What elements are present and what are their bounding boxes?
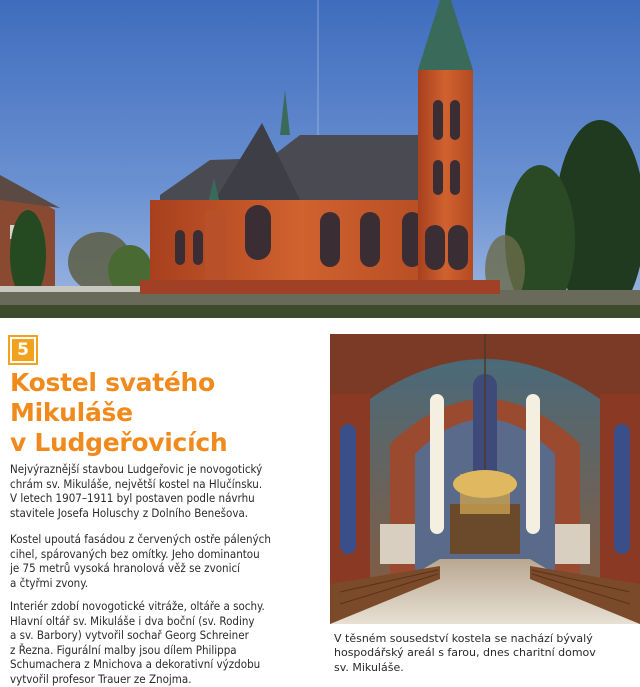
paragraph-line: z Řezna. Figurální malby jsou dílem Philippa	[10, 642, 237, 657]
paragraph-line: stavitele Josefa Holuschy z Dolního Benešova.	[10, 505, 249, 520]
church-interior-photo	[330, 334, 640, 624]
title-line: Kostel svatého	[10, 368, 215, 397]
paragraph-line: Nejvýraznější stavbou Ludgeřovic je novogotický	[10, 462, 263, 476]
paragraph-line: je 75 metrů vysoká hranolová věž se zvonicí	[10, 561, 241, 576]
caption-line: V těsném sousedství kostela se nachází bývalý	[334, 632, 593, 645]
paragraph-line: a sv. Barbory) vytvořil sochař Georg Schreiner	[10, 628, 249, 643]
paragraph-line: Schumachera z Mnichova a dekorativní výzdobu	[10, 657, 261, 672]
paragraph-line: Kostel upoutá fasádou z červených ostře pálených	[10, 532, 271, 546]
paragraph-line: cihel, spárovaných bez omítky. Jeho dominantou	[10, 546, 260, 561]
church-exterior-photo	[0, 0, 640, 318]
paragraph-line: chrám sv. Mikuláše, největší kostel na Hlučínsku.	[10, 476, 263, 491]
caption-line: sv. Mikuláše.	[334, 660, 404, 674]
paragraph-line: Interiér zdobí novogotické vitráže, oltáře a sochy.	[10, 599, 265, 613]
paragraph-line: vytvořil profesor Trauer ze Znojma.	[10, 671, 192, 686]
paragraph-facade	[10, 532, 320, 590]
title-line: Mikuláše	[10, 398, 133, 427]
section-number-badge: 5	[10, 337, 36, 363]
paragraph-line: a čtyřmi zvony.	[10, 575, 88, 590]
caption-line: hospodářský areál s farou, dnes charitní domov	[334, 646, 596, 660]
paragraph-line: V letech 1907–1911 byl postaven podle návrhu	[10, 491, 255, 506]
paragraph-line: Hlavní oltář sv. Mikuláše i dva boční (sv. Rodiny	[10, 613, 255, 628]
paragraph-history	[10, 462, 320, 520]
paragraph-interior	[10, 599, 320, 687]
photo-caption	[334, 632, 634, 675]
title-line: v Ludgeřovicích	[10, 428, 228, 457]
page-title	[10, 368, 310, 458]
